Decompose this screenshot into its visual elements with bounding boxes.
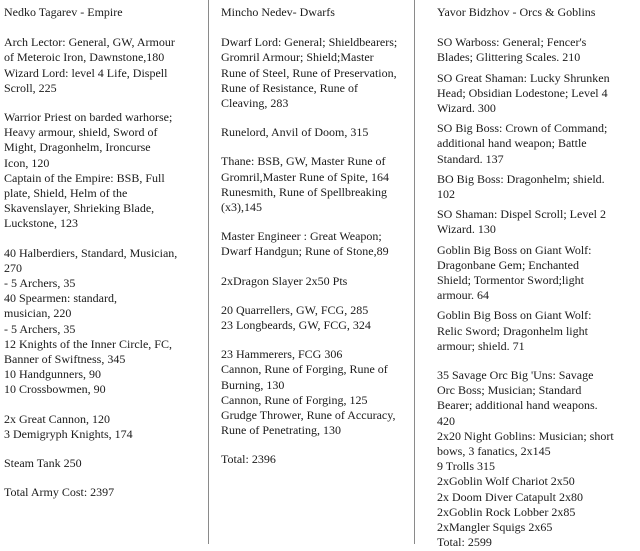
column-title: Mincho Nedev- Dwarfs (221, 5, 335, 19)
column-title: Nedko Tagarev - Empire (4, 5, 123, 19)
army-entry: Dwarf Lord: General; Shieldbearers; Gromril Armour; Shield;Master Rune of Steel, Rune of Preservation, Rune of Resistance, Rune of Cleaving, 283 (221, 35, 398, 111)
army-entry: 20 Quarrellers, GW, FCG, 285 23 Longbeards, GW, FCG, 324 (221, 302, 371, 333)
army-entry: Runelord, Anvil of Doom, 315 (221, 125, 369, 140)
army-entry: Goblin Big Boss on Giant Wolf: Dragonbane Gem; Enchanted Shield; Tormentor Sword;light armour. 64 (437, 242, 592, 303)
column-title: Yavor Bidzhov - Orcs & Goblins (437, 5, 596, 19)
army-entry: Steam Tank 250 (4, 456, 82, 471)
army-entry: 23 Hammerers, FCG 306 Cannon, Rune of Forging, Rune of Burning, 130 Cannon, Rune of Forging, 125 Grudge Thrower, Rune of Accuracy, Rune of Penetrating, 130 (221, 347, 396, 438)
army-entry: SO Big Boss: Crown of Command; additional hand weapon; Battle Standard. 137 (437, 121, 608, 166)
army-entry: Goblin Big Boss on Giant Wolf: Relic Sword; Dragonhelm light armour; shield. 71 (437, 308, 592, 353)
army-entry: Master Engineer : Great Weapon; Dwarf Handgun; Rune of Stone,89 (221, 229, 389, 259)
orcs-goblins-army-column (414, 0, 640, 550)
army-total: Total Army Cost: 2397 (4, 485, 115, 500)
empire-army-column (0, 0, 208, 544)
army-entry: SO Shaman: Dispel Scroll; Level 2 Wizard. 130 (437, 207, 606, 237)
army-entry: BO Big Boss: Dragonhelm; shield. 102 (437, 171, 605, 202)
army-entry: SO Warboss: General; Fencer's Blades; Glittering Scales. 210 (437, 35, 587, 65)
army-entry: Thane: BSB, GW, Master Rune of Gromril,Master Rune of Spite, 164 Runesmith, Rune of Spellbreaking (x3),145 (221, 154, 389, 215)
army-entry-with-total: 35 Savage Orc Big 'Uns: Savage Orc Boss; Musician; Standard Bearer; additional hand weapons. 420 2x20 Night Goblins: Musician; short bows, 3 fanatics, 2x145 9 Trolls 315 2xGoblin Wolf Chariot 2x50 2x Doom Diver Catapult 2x80 2xGoblin Rock Lobber 2x85 2xMangler Squigs 2x65 Total: 2599 (437, 368, 614, 550)
army-entry: 2xDragon Slayer 2x50 Pts (221, 273, 348, 288)
army-entry: SO Great Shaman: Lucky Shrunken Head; Obsidian Lodestone; Level 4 Wizard. 300 (437, 70, 610, 116)
dwarfs-army-column (208, 0, 414, 544)
army-entry: Warrior Priest on barded warhorse; Heavy armour, shield, Sword of Might, Dragonhelm, Ironcurse Icon, 120 Captain of the Empire: BSB, Full plate, Shield, Helm of the Skavenslayer, Shrieking Blade, Luckstone, 123 (4, 110, 173, 231)
army-total: Total: 2396 (221, 452, 276, 467)
army-entry: 40 Halberdiers, Standard, Musician, 270 - 5 Archers, 35 40 Spearmen: standard, musician, 220 - 5 Archers, 35 12 Knights of the Inner Circle, FC, Banner of Swiftness, 345 10 Handgunners, 90 10 Crossbowmen, 90 (4, 245, 178, 397)
army-entry: 2x Great Cannon, 120 3 Demigryph Knights, 174 (4, 411, 133, 441)
army-entry: Arch Lector: General, GW, Armour of Meteroic Iron, Dawnstone,180 Wizard Lord: level 4 Life, Dispell Scroll, 225 (4, 35, 175, 95)
